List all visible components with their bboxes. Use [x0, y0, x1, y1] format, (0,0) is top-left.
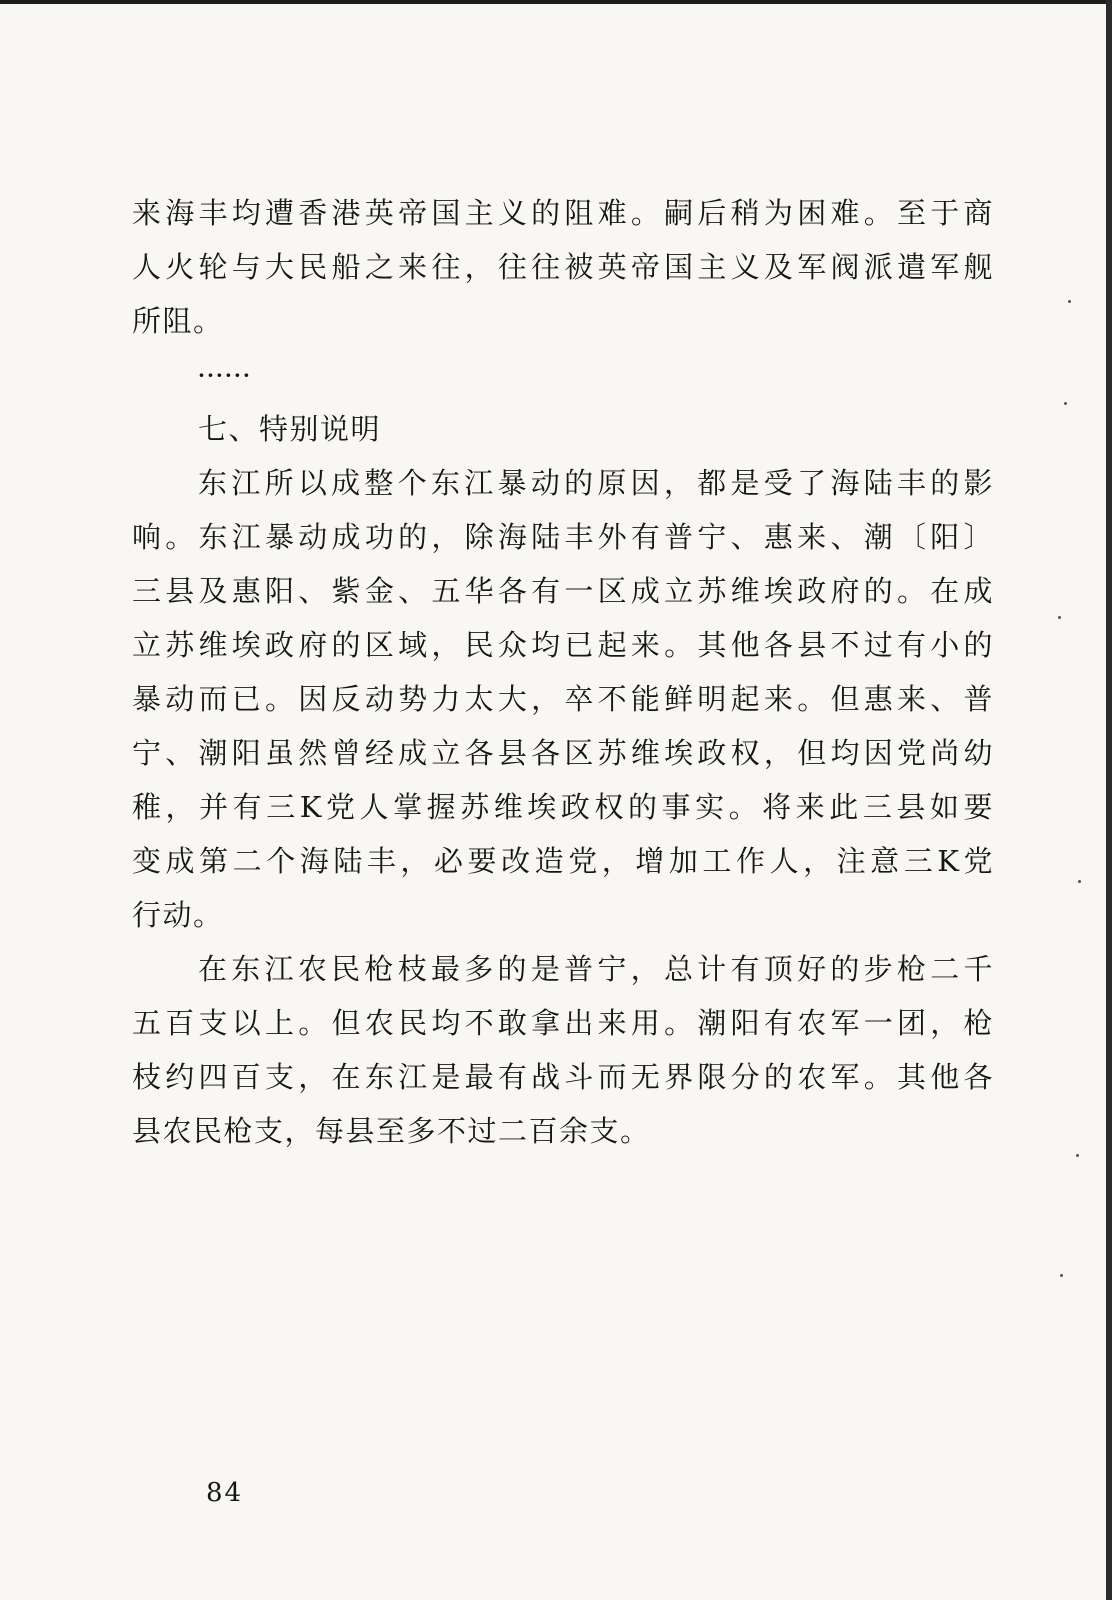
text-line: 东江所以成整个东江暴动的原因，都是受了海陆丰的影 — [198, 466, 994, 500]
text-line: 枝约四百支，在东江是最有战斗而无界限分的农军。其他各 — [132, 1060, 994, 1094]
text-line: 宁、潮阳虽然曾经成立各县各区苏维埃政权，但均因党尚幼 — [132, 736, 994, 770]
page-number: 84 — [206, 1478, 244, 1508]
text-line: 行动。 — [132, 898, 224, 932]
ellipsis-line: ······ — [198, 363, 252, 387]
scan-speck — [1058, 616, 1061, 619]
text-line: 所阻。 — [132, 304, 224, 338]
text-line: 在东江农民枪枝最多的是普宁，总计有顶好的步枪二千 — [198, 952, 994, 986]
text-line: 来海丰均遭香港英帝国主义的阻难。嗣后稍为困难。至于商 — [132, 196, 994, 230]
text-line: 五百支以上。但农民均不敢拿出来用。潮阳有农军一团，枪 — [132, 1006, 994, 1040]
scan-speck — [1076, 1154, 1079, 1157]
text-line: 立苏维埃政府的区域，民众均已起来。其他各县不过有小的 — [132, 628, 994, 662]
text-line: 暴动而已。因反动势力太大，卒不能鲜明起来。但惠来、普 — [132, 682, 994, 716]
section-heading: 七、特别说明 — [198, 412, 382, 446]
text-line: 稚，并有三K党人掌握苏维埃政权的事实。将来此三县如要 — [132, 790, 994, 824]
scan-speck — [1078, 880, 1081, 883]
body-text — [132, 186, 994, 1158]
text-line: 人火轮与大民船之来往，往往被英帝国主义及军阀派遣军舰 — [132, 250, 994, 284]
scan-edge-right — [1106, 0, 1112, 1600]
scan-edge-top — [0, 0, 1112, 4]
text-line: 变成第二个海陆丰，必要改造党，增加工作人，注意三K党 — [132, 844, 994, 878]
text-line: 县农民枪支，每县至多不过二百余支。 — [132, 1114, 651, 1148]
scan-speck — [1068, 300, 1071, 303]
text-line: 三县及惠阳、紫金、五华各有一区成立苏维埃政府的。在成 — [132, 574, 994, 608]
scan-speck — [1064, 402, 1067, 405]
text-line: 响。东江暴动成功的，除海陆丰外有普宁、惠来、潮〔阳〕 — [132, 520, 994, 554]
scan-speck — [1060, 1274, 1063, 1277]
